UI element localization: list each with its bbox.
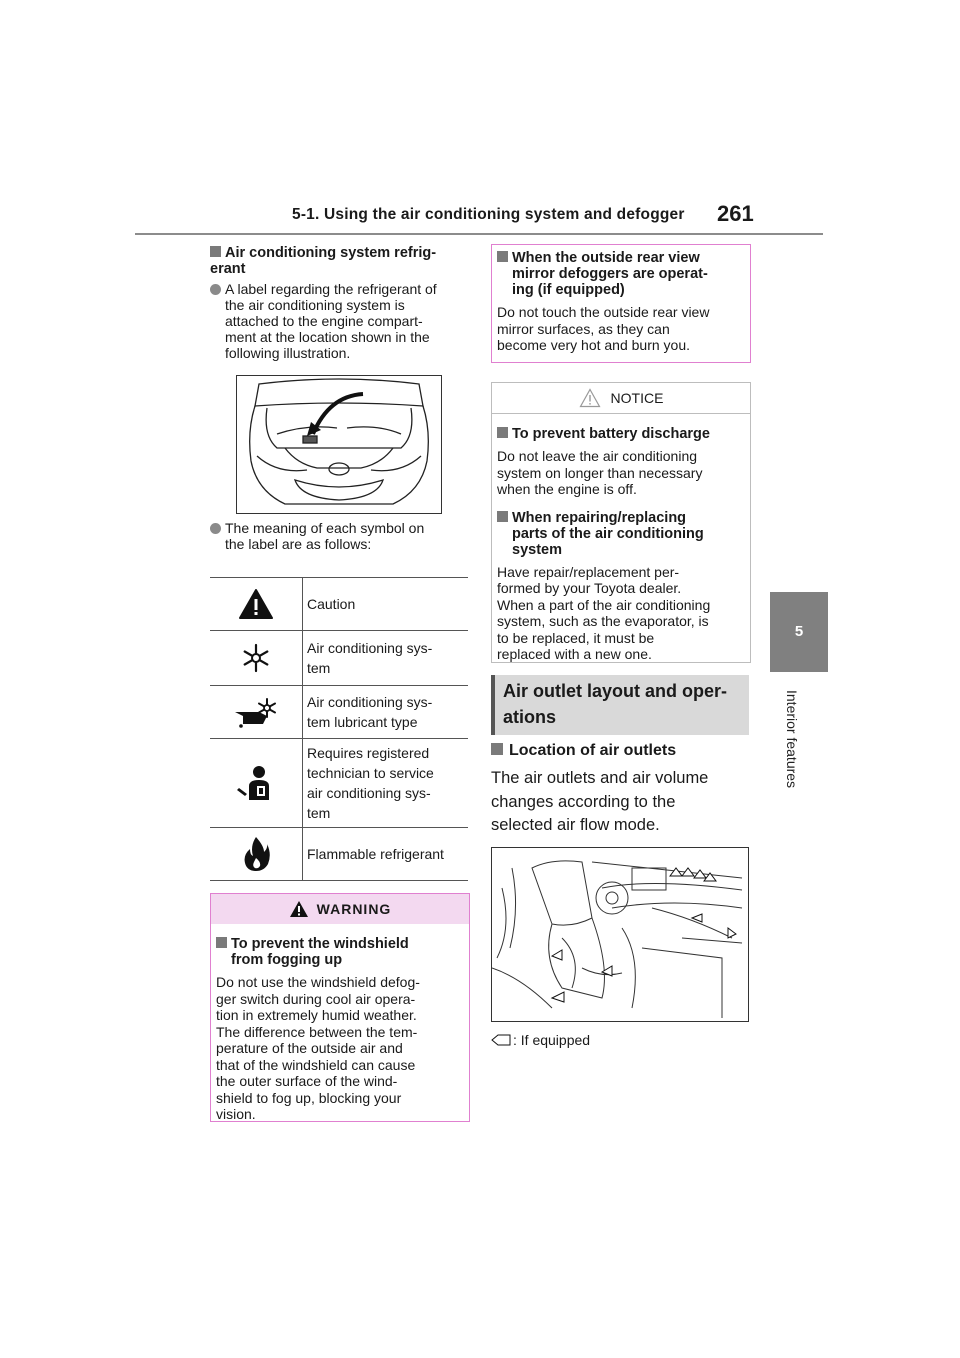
notice-battery-heading: To prevent battery discharge (497, 426, 745, 442)
section-square-icon (497, 251, 508, 262)
section-square-icon (491, 743, 503, 755)
car-interior-icon (492, 848, 748, 1021)
mirror-body: Do not touch the outside rear view mirror surfaces, as they can become very hot and burn you. (497, 304, 710, 353)
engine-compartment-illustration (236, 375, 442, 514)
section-banner: Air outlet layout and oper- ations (491, 675, 749, 735)
notice-header (492, 383, 750, 414)
warning-subheading: To prevent the windshield from fogging up (216, 936, 464, 968)
section-square-icon (216, 937, 227, 948)
bullet-label-info: A label regarding the refrigerant of the air conditioning system is attached to the engine compart- ment at the location shown in the following illustration. (210, 281, 472, 361)
running-header-title: 5-1. Using the air conditioning system and defogger (292, 206, 685, 223)
if-equipped-legend: : If equipped (491, 1032, 590, 1048)
notice-battery-body: Do not leave the air conditioning system on longer than necessary when the engine is off. (497, 448, 703, 497)
notice-box (491, 382, 751, 663)
symbol-row-lubricant: Air conditioning sys- tem lubricant type (210, 686, 468, 739)
notice-triangle-icon (579, 388, 601, 408)
symbol-row-technician: Requires registered technician to service air conditioning sys- tem (210, 739, 468, 828)
notice-repair-body: Have repair/replacement per- formed by your Toyota dealer. When a part of the air conditioning system, such as the evaporator, is to be replaced, it must be replaced with a new one. (497, 563, 711, 662)
symbol-row-caution: Caution (210, 578, 468, 631)
oil-can-snowflake-icon (210, 686, 302, 738)
snowflake-icon (210, 631, 302, 685)
warning-title: WARNING (316, 901, 392, 917)
warning-body: Do not use the windshield defog- ger switch during cool air opera- tion in extremely humid weather. The difference between the tem- perature of the outside air and that of the windshield can cause the outer surface of the wind- shield to fog up, blocking your vision. (216, 974, 420, 1122)
chapter-side-label-text: Interior features (784, 690, 800, 789)
notice-title: NOTICE (610, 390, 664, 406)
refrigerant-heading: Air conditioning system refrig-erant (210, 245, 437, 277)
caution-triangle-icon (210, 578, 302, 630)
symbol-row-flammable: Flammable refrigerant (210, 828, 468, 880)
symbol-row-ac-system: Air conditioning sys- tem (210, 631, 468, 686)
bullet-symbol-meaning: The meaning of each symbol on the label are as follows: (210, 520, 472, 552)
warning-header (211, 894, 469, 924)
header-rule (135, 233, 823, 235)
bullet-dot-icon (210, 284, 221, 295)
chapter-side-label (782, 690, 802, 810)
section-square-icon (497, 427, 508, 438)
location-heading: Location of air outlets (491, 742, 676, 760)
notice-repair-heading: When repairing/replacing parts of the air conditioning system (497, 510, 745, 558)
air-outlet-interior-illustration (491, 847, 749, 1022)
outlet-arrow-icon (491, 1034, 511, 1046)
warning-triangle-icon (289, 900, 309, 918)
section-square-icon (497, 511, 508, 522)
page-number: 261 (717, 201, 754, 226)
technician-icon (210, 739, 302, 827)
car-front-hood-open-icon (237, 376, 441, 513)
location-body: The air outlets and air volume changes according to the selected air flow mode. (491, 769, 709, 834)
bullet-dot-icon (210, 523, 221, 534)
warning-box (210, 893, 470, 1122)
mirror-heading: When the outside rear view mirror defoggers are operat- ing (if equipped) (497, 250, 745, 298)
section-square-icon (210, 246, 221, 257)
mirror-defogger-warning-box (491, 244, 751, 363)
chapter-tab: 5 (770, 592, 828, 672)
symbol-table (210, 577, 468, 881)
flame-icon (210, 828, 302, 880)
